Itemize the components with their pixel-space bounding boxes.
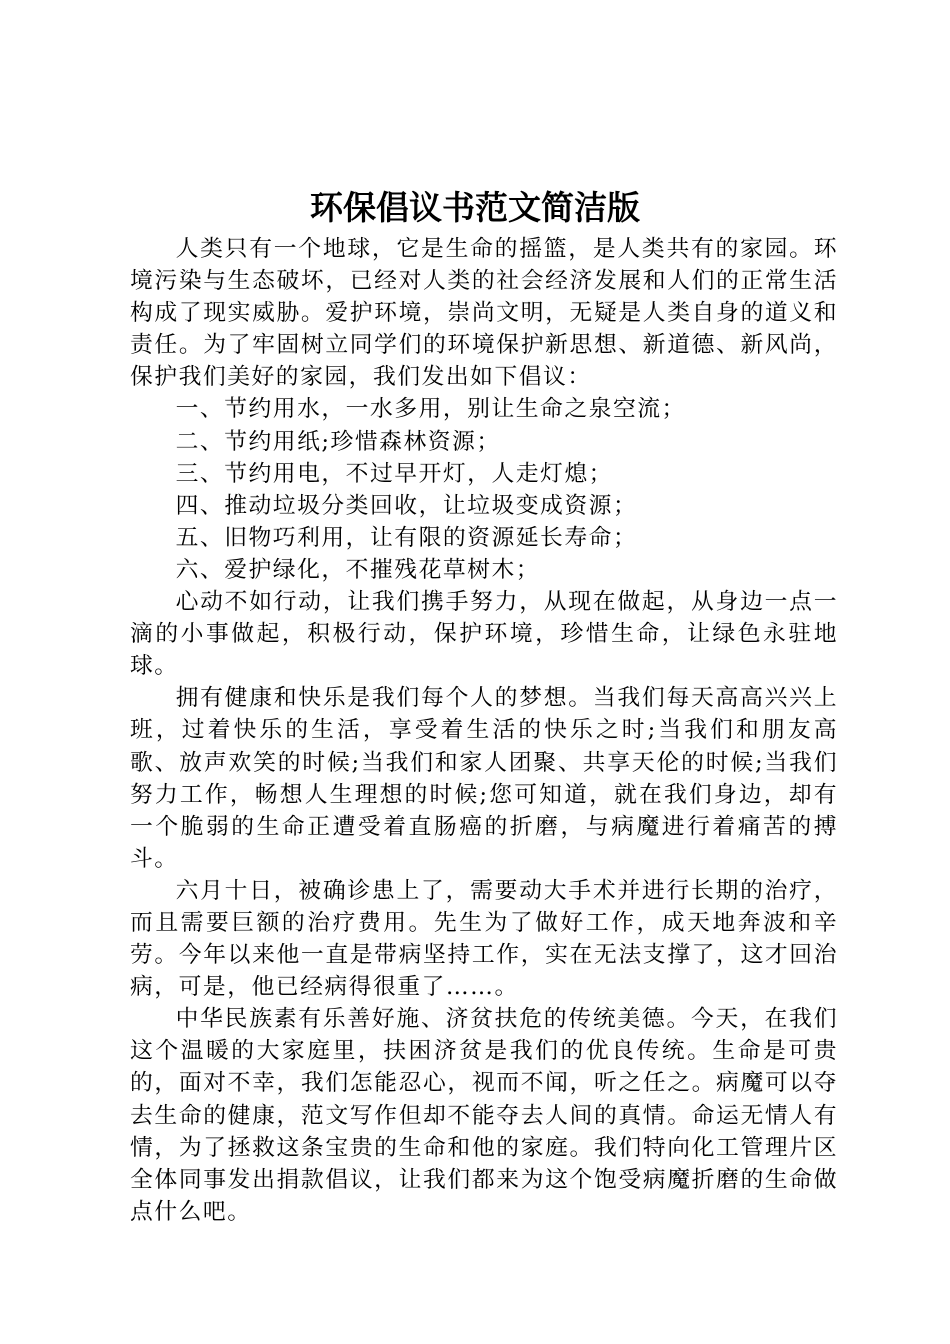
list-item-5: 五、旧物巧利用，让有限的资源延长寿命；: [175, 524, 638, 551]
list-item-6: 六、爱护绿化，不摧残花草树木；: [175, 556, 541, 583]
paragraph-diagnosis: 六月十日，被确诊患上了，需要动大手术并进行长期的治疗，而且需要巨额的治疗费用。先生为了做好工作，成天地奔波和辛劳。今年以来他一直是带病坚持工作，实在无法支撑了，这才回治病，可是，他已经病得很重了……。: [130, 877, 838, 1001]
list-item-3: 三、节约用电，不过早开灯，人走灯熄；: [175, 460, 613, 487]
list-item-2: 二、节约用纸;珍惜森林资源；: [175, 428, 501, 455]
paragraph-health: 拥有健康和快乐是我们每个人的梦想。当我们每天高高兴兴上班，过着快乐的生活，享受着生活的快乐之时;当我们和朋友高歌、放声欢笑的时候;当我们和家人团聚、共享天伦的时候;当我们努力工作，畅想人生理想的时候;您可知道，就在我们身边，却有一个脆弱的生命正遭受着直肠癌的折磨，与病魔进行着痛苦的搏斗。: [130, 685, 838, 872]
paragraph-intro: 人类只有一个地球，它是生命的摇篮，是人类共有的家园。环境污染与生态破坏，已经对人类的社会经济发展和人们的正常生活构成了现实威胁。爱护环境，崇尚文明，无疑是人类自身的道义和责任。为了牢固树立同学们的环境保护新思想、新道德、新风尚，保护我们美好的家园，我们发出如下倡议：: [130, 236, 838, 391]
document-body: [130, 233, 838, 1228]
list-item-1: 一、节约用水，一水多用，别让生命之泉空流；: [175, 396, 686, 423]
document-title: 环保倡议书范文简洁版: [310, 188, 640, 227]
paragraph-call-to-action: 心动不如行动，让我们携手努力，从现在做起，从身边一点一滴的小事做起，积极行动，保护环境，珍惜生命，让绿色永驻地球。: [130, 589, 838, 680]
paragraph-donation: 中华民族素有乐善好施、济贫扶危的传统美德。今天，在我们这个温暖的大家庭里，扶困济贫是我们的优良传统。生命是可贵的，面对不幸，我们怎能忍心，视而不闻，听之任之。病魔可以夺去生命的健康，范文写作但却不能夺去人间的真情。命运无情人有情，为了拯救这条宝贵的生命和他的家庭。我们特向化工管理片区全体同事发出捐款倡议，让我们都来为这个饱受病魔折磨的生命做点什么吧。: [130, 1006, 838, 1225]
list-item-4: 四、推动垃圾分类回收，让垃圾变成资源；: [175, 492, 638, 519]
